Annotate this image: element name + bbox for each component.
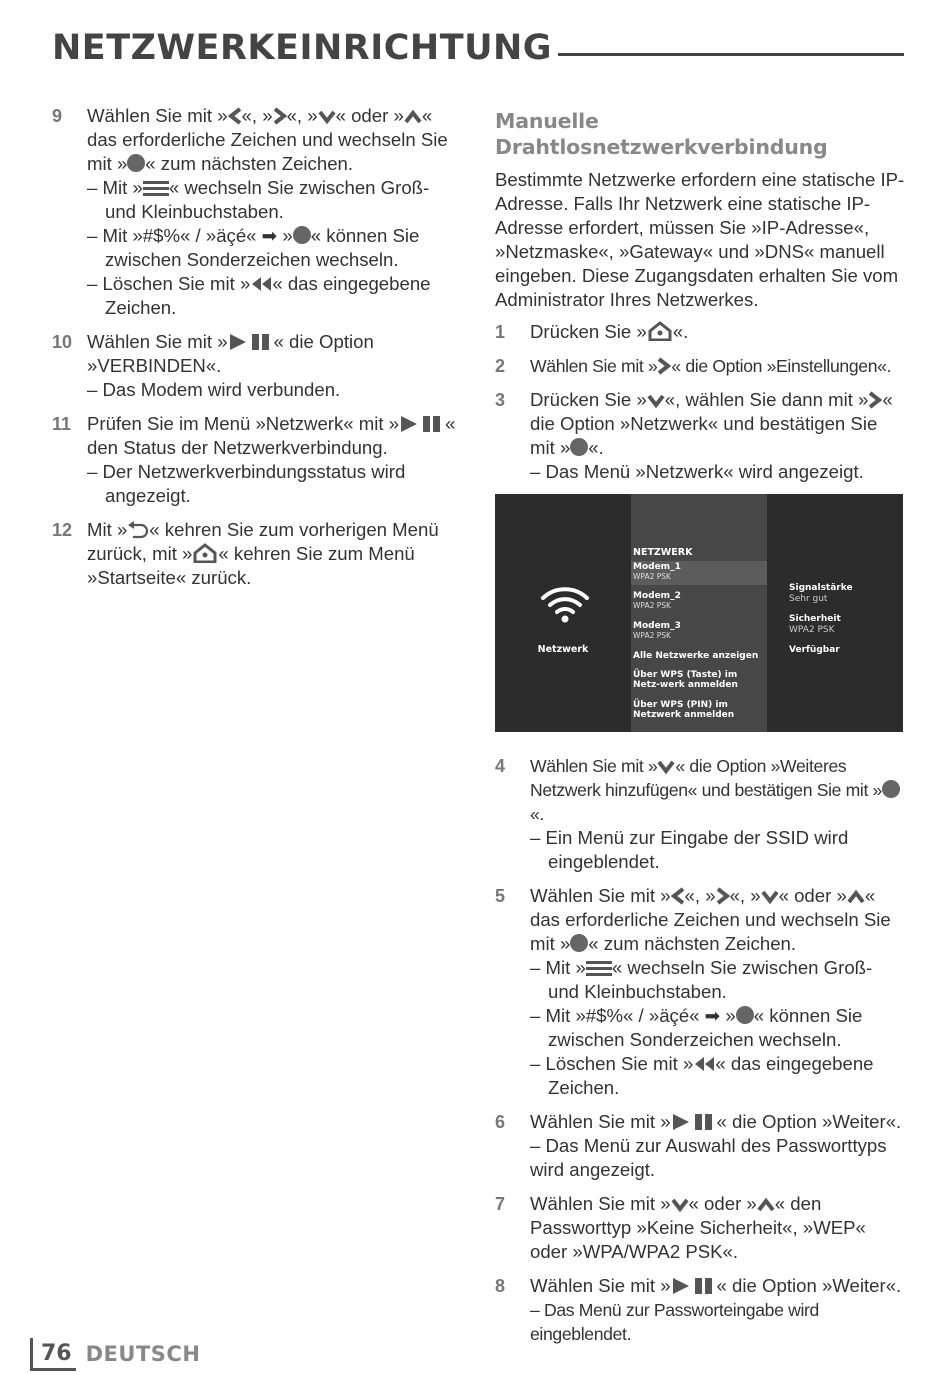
- back-icon: [127, 521, 149, 539]
- language-label: DEUTSCH: [85, 1342, 201, 1366]
- tv-left-panel: [495, 494, 631, 732]
- step-note: – Mit » « wechseln Sie zwischen Groß- und Kleinbuchstaben.: [530, 957, 873, 1002]
- step-text: Wählen Sie mit » «, » «, » « oder » « das erforderliche Zeichen und wechseln Sie mit » « zum nächsten Zeichen.: [87, 105, 448, 174]
- ok-button-icon: [570, 438, 588, 456]
- step-note: – Mit » « wechseln Sie zwischen Groß- und Kleinbuchstaben.: [87, 177, 430, 222]
- ok-button-icon: [882, 780, 900, 798]
- section-title: Manuelle Drahtlosnetzwerkverbindung: [495, 109, 828, 159]
- menu-icon: [586, 959, 612, 977]
- tv-signal-strength: Signalstärke Sehr gut: [789, 583, 853, 604]
- step-3: [495, 388, 905, 484]
- step-text: Wählen Sie mit » « die Option »Weiter«.: [530, 1111, 902, 1132]
- step-text: Drücken Sie » «.: [530, 321, 689, 342]
- step-text: Prüfen Sie im Menü »Netzwerk« mit » « den Status der Netzwerkverbindung.: [87, 413, 456, 458]
- arrow-down-icon: [657, 759, 675, 775]
- step-text: Mit » « kehren Sie zum vorherigen Menü zurück, mit » « kehren Sie zum Menü »Startseite« zurück.: [87, 519, 439, 588]
- step-8: [495, 1274, 905, 1346]
- arrow-left-icon: [228, 107, 242, 125]
- ok-button-icon: [293, 226, 311, 244]
- wifi-icon: [539, 584, 591, 624]
- step-note: – Der Netzwerkverbindungsstatus wird angezeigt.: [87, 461, 406, 506]
- tv-network-item[interactable]: Modem_3 WPA2 PSK: [633, 621, 681, 640]
- ok-button-icon: [570, 934, 588, 952]
- page-header: [52, 24, 904, 68]
- step-note: – Das Menü zur Passworteingabe wird eingeblendet.: [530, 1300, 819, 1344]
- step-4: [495, 754, 905, 874]
- step-text: Wählen Sie mit » «, » «, » « oder » « das erforderliche Zeichen und wechseln Sie mit » « zum nächsten Zeichen.: [530, 885, 891, 954]
- page-footer: [30, 1336, 200, 1372]
- arrow-up-icon: [847, 889, 865, 905]
- step-number: 4: [495, 756, 505, 776]
- rewind-icon: [250, 275, 272, 293]
- home-icon: [647, 321, 673, 341]
- rewind-icon: [693, 1055, 715, 1073]
- tv-left-label: Netzwerk: [537, 644, 589, 655]
- page-number: 76: [30, 1338, 76, 1371]
- step-note: – Ein Menü zur Eingabe der SSID wird eingeblendet.: [530, 827, 849, 872]
- step-note: – Löschen Sie mit » « das eingegebene Zeichen.: [87, 273, 431, 318]
- menu-icon: [143, 179, 169, 197]
- tv-network-item[interactable]: Modem_1 WPA2 PSK: [631, 561, 767, 585]
- arrow-right-icon: [868, 391, 882, 409]
- play-pause-icon: [228, 333, 274, 351]
- step-number: 7: [495, 1194, 506, 1214]
- tv-wps-button-option[interactable]: Über WPS (Taste) im Netz-werk anmelden: [633, 670, 738, 690]
- step-text: Wählen Sie mit » « die Option »Einstellungen«.: [530, 356, 892, 376]
- step-9: [52, 104, 462, 320]
- step-text: Wählen Sie mit » « die Option »Weiter«.: [530, 1275, 902, 1296]
- tv-list-heading: NETZWERK: [633, 547, 693, 558]
- step-text: Wählen Sie mit » « die Option »VERBINDEN«.: [87, 331, 374, 376]
- arrow-down-icon: [318, 109, 336, 125]
- home-icon: [192, 543, 218, 563]
- arrow-down-icon: [761, 889, 779, 905]
- tv-network-menu: [495, 494, 903, 732]
- step-number: 5: [495, 886, 506, 906]
- step-10: [52, 330, 462, 402]
- tv-network-list: [631, 494, 767, 732]
- step-number: 11: [52, 414, 72, 434]
- arrow-left-icon: [671, 887, 685, 905]
- tv-details-panel: [767, 494, 903, 732]
- play-pause-icon: [671, 1277, 717, 1295]
- left-column: [52, 104, 462, 600]
- step-7: [495, 1192, 905, 1264]
- step-note: – Das Menü zur Auswahl des Passworttyps wird angezeigt.: [530, 1135, 887, 1180]
- step-number: 1: [495, 322, 506, 342]
- step-note: – Mit »#$%« / »äçé« ➡ » « können Sie zwischen Sonderzeichen wechseln.: [530, 1005, 863, 1050]
- intro-paragraph: Bestimmte Netzwerke erfordern eine statische IP-Adresse. Falls Ihr Netzwerk eine statische IP-Adresse erfordert, müssen Sie »IP-Adresse«, »Netzmaske«, »Gateway« und »DNS« manuell eingeben. Diese Zugangsdaten erhalten Sie vom Administrator Ihres Netzwerkes.: [495, 169, 905, 310]
- step-number: 8: [495, 1276, 506, 1296]
- tv-availability: Verfügbar: [789, 645, 840, 655]
- step-note: – Das Modem wird verbunden.: [87, 379, 341, 400]
- step-2: [495, 354, 905, 378]
- arrow-up-icon: [757, 1197, 775, 1213]
- step-1: [495, 320, 905, 344]
- arrow-down-icon: [671, 1197, 689, 1213]
- arrow-right-icon: [657, 357, 671, 375]
- tv-show-all-networks[interactable]: Alle Netzwerke anzeigen: [633, 651, 759, 661]
- step-number: 10: [52, 332, 73, 352]
- step-text: Wählen Sie mit » « oder » « den Passworttyp »Keine Sicherheit«, »WEP« oder »WPA/WPA2 PSK«.: [530, 1193, 866, 1262]
- step-number: 6: [495, 1112, 506, 1132]
- step-number: 3: [495, 390, 506, 410]
- arrow-up-icon: [404, 109, 422, 125]
- tv-security: Sicherheit WPA2 PSK: [789, 614, 841, 635]
- page-title: NETZWERKEINRICHTUNG: [52, 28, 553, 68]
- arrow-right-icon: [273, 107, 287, 125]
- play-pause-icon: [399, 415, 445, 433]
- right-column: [495, 108, 905, 1356]
- step-number: 9: [52, 106, 63, 126]
- ok-button-icon: [127, 154, 145, 172]
- step-note: – Löschen Sie mit » « das eingegebene Zeichen.: [530, 1053, 874, 1098]
- play-pause-icon: [671, 1113, 717, 1131]
- step-number: 12: [52, 520, 73, 540]
- step-5: [495, 884, 905, 1100]
- step-text: Wählen Sie mit » « die Option »Weiteres Netzwerk hinzufügen« und bestätigen Sie mit »«.: [530, 754, 905, 826]
- step-note: – Das Menü »Netzwerk« wird angezeigt.: [530, 461, 864, 482]
- step-number: 2: [495, 356, 505, 376]
- step-12: [52, 518, 462, 590]
- step-11: [52, 412, 462, 508]
- ok-button-icon: [736, 1006, 754, 1024]
- tv-network-item[interactable]: Modem_2 WPA2 PSK: [633, 591, 681, 610]
- step-note: – Mit »#$%« / »äçé« ➡ » « können Sie zwischen Sonderzeichen wechseln.: [87, 225, 420, 270]
- step-text: Drücken Sie » «, wählen Sie dann mit » « die Option »Netzwerk« und bestätigen Sie mit » «.: [530, 389, 893, 458]
- step-6: [495, 1110, 905, 1182]
- header-rule: [558, 53, 904, 56]
- arrow-right-icon: [716, 887, 730, 905]
- tv-wps-pin-option[interactable]: Über WPS (PIN) im Netzwerk anmelden: [633, 700, 735, 720]
- arrow-down-icon: [647, 393, 665, 409]
